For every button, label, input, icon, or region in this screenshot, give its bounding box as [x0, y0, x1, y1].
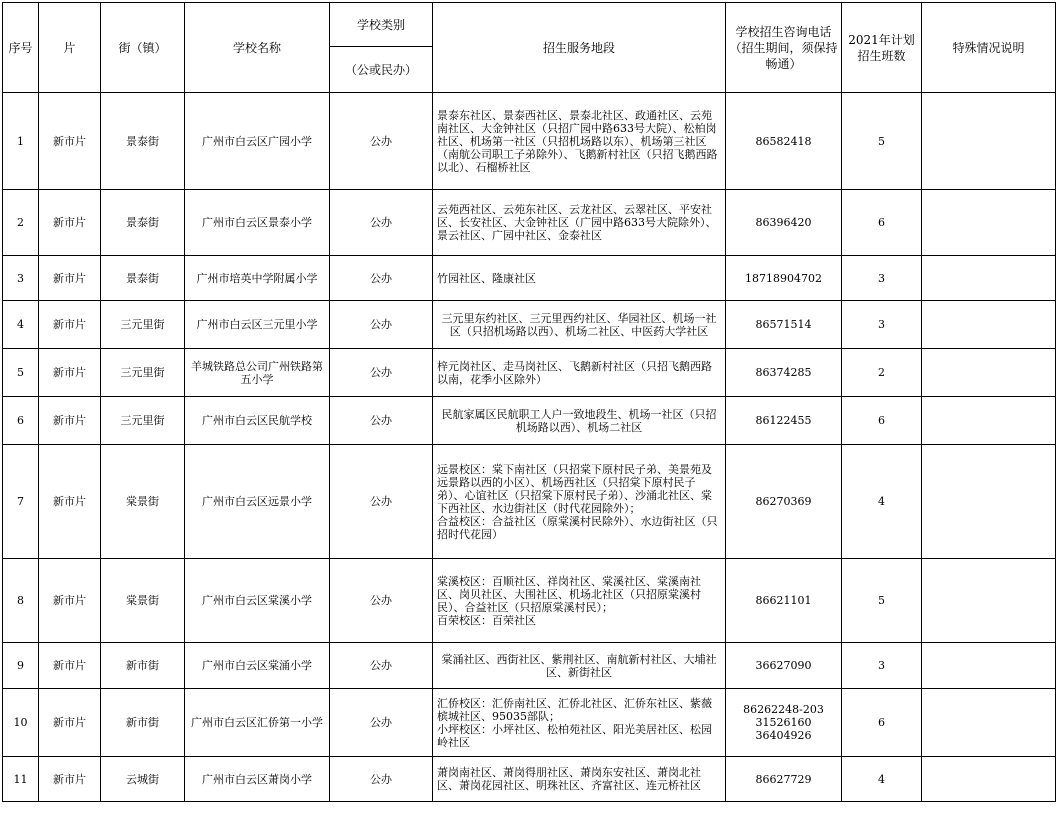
row-school-cell: 广州市白云区汇侨第一小学 — [185, 689, 330, 757]
row-pian-cell: 新市片 — [39, 757, 101, 802]
row-note-cell — [922, 757, 1056, 802]
row-jie-cell: 三元里街 — [101, 397, 185, 445]
row-area-cell: 远景校区：棠下南社区（只招棠下原村民子弟、美景苑及远景路以西的小区）、机场西社区（只招棠下原村民子弟）、心谊社区（只招棠下原村民子弟）、沙涌北社区、棠下西社区、水边街社区（时代花园除外）； 合益校区：合益社区（原棠溪村民除外）、水边街社区（只招时代花园） — [433, 445, 726, 559]
row-school-cell: 羊城铁路总公司广州铁路第五小学 — [185, 349, 330, 397]
row-area-cell: 民航家属区民航职工人户一致地段生、机场一社区（只招机场路以西）、机场二社区 — [433, 397, 726, 445]
table-row — [3, 757, 1056, 802]
row-no-cell: 4 — [3, 301, 39, 349]
row-no-cell: 6 — [3, 397, 39, 445]
table-row — [3, 445, 1056, 559]
row-type-cell: 公办 — [330, 559, 433, 643]
table-row — [3, 301, 1056, 349]
row-note-cell — [922, 93, 1056, 190]
row-phone-cell: 18718904702 — [726, 256, 842, 301]
table-row — [3, 93, 1056, 190]
row-no-cell: 9 — [3, 643, 39, 689]
header-type-bottom: （公或民办） — [330, 47, 433, 93]
row-classes-cell: 4 — [842, 445, 922, 559]
row-type-cell: 公办 — [330, 256, 433, 301]
header-area: 招生服务地段 — [433, 3, 726, 93]
row-jie-cell: 新市街 — [101, 689, 185, 757]
row-phone-cell: 86571514 — [726, 301, 842, 349]
row-jie-cell: 新市街 — [101, 643, 185, 689]
row-phone-cell: 36627090 — [726, 643, 842, 689]
row-type-cell: 公办 — [330, 93, 433, 190]
row-pian-cell: 新市片 — [39, 559, 101, 643]
row-classes-cell: 4 — [842, 757, 922, 802]
header-classes: 2021年计划招生班数 — [842, 3, 922, 93]
row-note-cell — [922, 559, 1056, 643]
row-no-cell: 8 — [3, 559, 39, 643]
enrollment-table — [2, 2, 1056, 802]
row-classes-cell: 6 — [842, 397, 922, 445]
row-phone-cell: 86627729 — [726, 757, 842, 802]
row-school-cell: 广州市白云区棠涌小学 — [185, 643, 330, 689]
row-jie-cell: 云城街 — [101, 757, 185, 802]
row-jie-cell: 三元里街 — [101, 301, 185, 349]
row-area-cell: 棠涌社区、西街社区、紫荆社区、南航新村社区、大埔社区、新街社区 — [433, 643, 726, 689]
row-jie-cell: 景泰街 — [101, 93, 185, 190]
row-jie-cell: 景泰街 — [101, 190, 185, 256]
row-note-cell — [922, 643, 1056, 689]
row-phone-cell: 86262248-203 31526160 36404926 — [726, 689, 842, 757]
row-phone-cell: 86122455 — [726, 397, 842, 445]
row-pian-cell: 新市片 — [39, 190, 101, 256]
row-jie-cell: 棠景街 — [101, 559, 185, 643]
row-school-cell: 广州市培英中学附属小学 — [185, 256, 330, 301]
row-jie-cell: 景泰街 — [101, 256, 185, 301]
row-school-cell: 广州市白云区棠溪小学 — [185, 559, 330, 643]
header-no: 序号 — [3, 3, 39, 93]
row-pian-cell: 新市片 — [39, 445, 101, 559]
header-pian: 片 — [39, 3, 101, 93]
table-row — [3, 559, 1056, 643]
table-row — [3, 643, 1056, 689]
row-classes-cell: 3 — [842, 643, 922, 689]
row-no-cell: 11 — [3, 757, 39, 802]
row-school-cell: 广州市白云区三元里小学 — [185, 301, 330, 349]
row-phone-cell: 86374285 — [726, 349, 842, 397]
row-note-cell — [922, 190, 1056, 256]
row-type-cell: 公办 — [330, 689, 433, 757]
table-row — [3, 397, 1056, 445]
header-type-top: 学校类别 — [330, 3, 433, 47]
row-classes-cell: 2 — [842, 349, 922, 397]
row-no-cell: 7 — [3, 445, 39, 559]
table-row — [3, 190, 1056, 256]
row-no-cell: 3 — [3, 256, 39, 301]
row-classes-cell: 6 — [842, 190, 922, 256]
row-school-cell: 广州市白云区广园小学 — [185, 93, 330, 190]
row-no-cell: 5 — [3, 349, 39, 397]
row-type-cell: 公办 — [330, 757, 433, 802]
row-phone-cell: 86396420 — [726, 190, 842, 256]
header-note: 特殊情况说明 — [922, 3, 1056, 93]
table-row — [3, 256, 1056, 301]
row-type-cell: 公办 — [330, 397, 433, 445]
row-note-cell — [922, 397, 1056, 445]
row-note-cell — [922, 349, 1056, 397]
row-pian-cell: 新市片 — [39, 301, 101, 349]
row-no-cell: 10 — [3, 689, 39, 757]
row-area-cell: 梓元岗社区、走马岗社区、飞鹅新村社区（只招飞鹅西路以南，花季小区除外） — [433, 349, 726, 397]
row-jie-cell: 棠景街 — [101, 445, 185, 559]
row-note-cell — [922, 445, 1056, 559]
row-classes-cell: 3 — [842, 301, 922, 349]
header-school: 学校名称 — [185, 3, 330, 93]
row-type-cell: 公办 — [330, 445, 433, 559]
header-jie: 街（镇） — [101, 3, 185, 93]
row-school-cell: 广州市白云区远景小学 — [185, 445, 330, 559]
row-area-cell: 棠溪校区：百顺社区、祥岗社区、棠溪社区、棠溪南社区、岗贝社区、大围社区、机场北社区（只招原棠溪村民）、合益社区（只招原棠溪村民）； 百荣校区：百荣社区 — [433, 559, 726, 643]
row-pian-cell: 新市片 — [39, 397, 101, 445]
row-phone-cell: 86621101 — [726, 559, 842, 643]
row-type-cell: 公办 — [330, 643, 433, 689]
row-school-cell: 广州市白云区萧岗小学 — [185, 757, 330, 802]
row-area-cell: 三元里东约社区、三元里西约社区、华园社区、机场一社区（只招机场路以西）、机场二社区、中医药大学社区 — [433, 301, 726, 349]
row-classes-cell: 3 — [842, 256, 922, 301]
row-area-cell: 竹园社区、隆康社区 — [433, 256, 726, 301]
row-note-cell — [922, 689, 1056, 757]
row-no-cell: 2 — [3, 190, 39, 256]
row-pian-cell: 新市片 — [39, 643, 101, 689]
row-type-cell: 公办 — [330, 301, 433, 349]
row-pian-cell: 新市片 — [39, 689, 101, 757]
table-row — [3, 689, 1056, 757]
row-no-cell: 1 — [3, 93, 39, 190]
row-area-cell: 萧岗南社区、萧岗得朋社区、萧岗东安社区、萧岗北社区、萧岗花园社区、明珠社区、齐富社区、连元桥社区 — [433, 757, 726, 802]
row-area-cell: 景泰东社区、景泰西社区、景泰北社区、政通社区、云苑南社区、大金钟社区（只招广园中路633号大院）、松柏岗社区、机场第一社区（只招机场路以东）、机场第三社区（南航公司职工子弟除外）、飞鹅新村社区（只招飞鹅西路以北）、石榴桥社区 — [433, 93, 726, 190]
table-row — [3, 349, 1056, 397]
row-classes-cell: 6 — [842, 689, 922, 757]
row-classes-cell: 5 — [842, 93, 922, 190]
row-note-cell — [922, 301, 1056, 349]
row-area-cell: 汇侨校区：汇侨南社区、汇侨北社区、汇侨东社区、紫薇槟城社区、95035部队； 小坪校区：小坪社区、松柏苑社区、阳光美居社区、松园岭社区 — [433, 689, 726, 757]
row-school-cell: 广州市白云区景泰小学 — [185, 190, 330, 256]
row-type-cell: 公办 — [330, 349, 433, 397]
row-pian-cell: 新市片 — [39, 93, 101, 190]
row-phone-cell: 86270369 — [726, 445, 842, 559]
row-phone-cell: 86582418 — [726, 93, 842, 190]
row-note-cell — [922, 256, 1056, 301]
row-pian-cell: 新市片 — [39, 256, 101, 301]
row-type-cell: 公办 — [330, 190, 433, 256]
row-pian-cell: 新市片 — [39, 349, 101, 397]
row-school-cell: 广州市白云区民航学校 — [185, 397, 330, 445]
row-area-cell: 云苑西社区、云苑东社区、云龙社区、云翠社区、平安社区、长安社区、大金钟社区（广园中路633号大院除外）、景云社区、广园中社区、金泰社区 — [433, 190, 726, 256]
row-classes-cell: 5 — [842, 559, 922, 643]
row-jie-cell: 三元里街 — [101, 349, 185, 397]
header-phone: 学校招生咨询电话（招生期间，须保持畅通） — [726, 3, 842, 93]
